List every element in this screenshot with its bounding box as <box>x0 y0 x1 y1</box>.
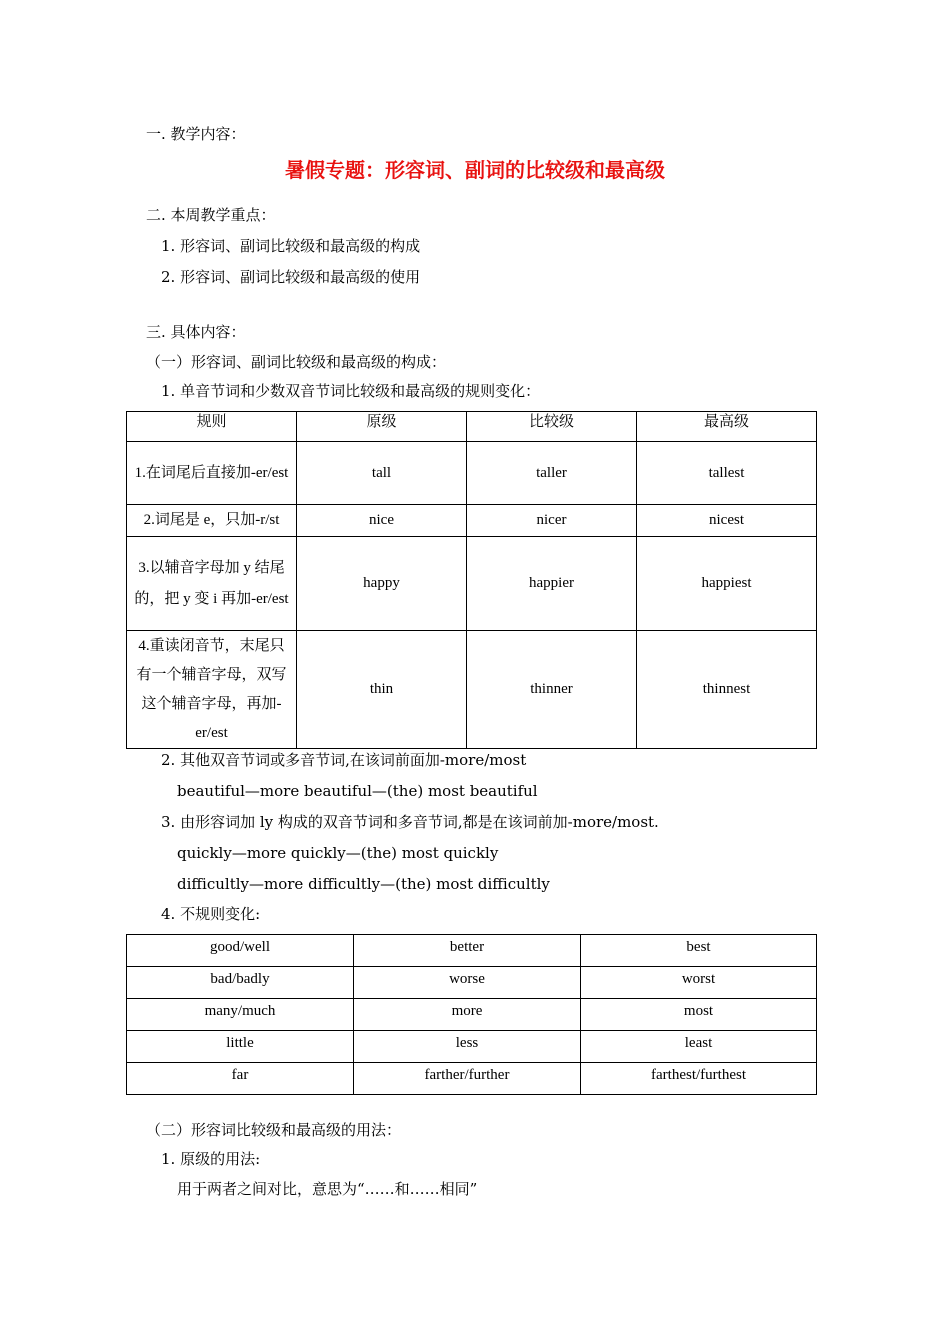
page-title: 暑假专题：形容词、副词的比较级和最高级 <box>285 158 665 182</box>
superlative-cell: tallest <box>637 442 817 505</box>
rule-cell: 3.以辅音字母加 y 结尾的，把 y 变 i 再加-er/est <box>127 537 297 631</box>
superlative-cell: worst <box>581 967 817 999</box>
comparative-cell: worse <box>354 967 581 999</box>
comparative-cell: better <box>354 935 581 967</box>
focus-item: 1. 形容词、副词比较级和最高级的构成 <box>161 237 421 255</box>
superlative-cell: nicest <box>637 505 817 537</box>
section-heading-teaching-content: 一. 教学内容： <box>146 125 246 143</box>
base-cell: happy <box>297 537 467 631</box>
header-cell: 规则 <box>127 412 297 442</box>
superlative-cell: best <box>581 935 817 967</box>
base-cell: many/much <box>127 999 354 1031</box>
rule-3-example: quickly—more quickly—(the) most quickly <box>177 844 499 862</box>
header-cell: 最高级 <box>637 412 817 442</box>
usage-1: 1. 原级的用法: <box>161 1150 261 1168</box>
regular-rules-table <box>126 411 817 749</box>
table-row <box>127 442 817 505</box>
comparative-cell: thinner <box>467 631 637 749</box>
rule-cell: 2.词尾是 e，只加-r/st <box>127 505 297 537</box>
table-row <box>127 537 817 631</box>
part-heading-usage: （二）形容词比较级和最高级的用法： <box>146 1121 402 1139</box>
rule-1-intro: 1. 单音节词和少数双音节词比较级和最高级的规则变化： <box>161 382 541 400</box>
comparative-cell: farther/further <box>354 1063 581 1095</box>
focus-item: 2. 形容词、副词比较级和最高级的使用 <box>161 268 421 286</box>
table-row <box>127 1063 817 1095</box>
comparative-cell: taller <box>467 442 637 505</box>
rule-2-example: beautiful—more beautiful—(the) most beautiful <box>177 782 538 800</box>
rule-2: 2. 其他双音节词或多音节词,在该词前面加-more/most <box>161 751 527 769</box>
base-cell: bad/badly <box>127 967 354 999</box>
comparative-cell: happier <box>467 537 637 631</box>
superlative-cell: happiest <box>637 537 817 631</box>
table-header-row <box>127 412 817 442</box>
usage-1-description: 用于两者之间对比，意思为“……和……相同” <box>177 1180 478 1198</box>
base-cell: nice <box>297 505 467 537</box>
comparative-cell: more <box>354 999 581 1031</box>
table-row <box>127 1031 817 1063</box>
superlative-cell: thinnest <box>637 631 817 749</box>
table-row <box>127 631 817 749</box>
superlative-cell: least <box>581 1031 817 1063</box>
rule-3-example: difficultly—more difficultly—(the) most difficultly <box>177 875 550 893</box>
header-cell: 原级 <box>297 412 467 442</box>
irregular-forms-table <box>126 934 817 1095</box>
header-cell: 比较级 <box>467 412 637 442</box>
superlative-cell: farthest/furthest <box>581 1063 817 1095</box>
rule-cell: 1.在词尾后直接加-er/est <box>127 442 297 505</box>
table-row <box>127 935 817 967</box>
section-heading-details: 三. 具体内容： <box>146 323 246 341</box>
rule-4: 4. 不规则变化: <box>161 905 261 923</box>
base-cell: far <box>127 1063 354 1095</box>
comparative-cell: less <box>354 1031 581 1063</box>
base-cell: thin <box>297 631 467 749</box>
table-row <box>127 999 817 1031</box>
part-heading-formation: （一）形容词、副词比较级和最高级的构成： <box>146 353 447 371</box>
comparative-cell: nicer <box>467 505 637 537</box>
rule-cell: 4.重读闭音节，末尾只有一个辅音字母，双写这个辅音字母，再加-er/est <box>127 631 297 749</box>
rule-3: 3. 由形容词加 ly 构成的双音节词和多音节词,都是在该词前加-more/most. <box>161 813 659 831</box>
base-cell: good/well <box>127 935 354 967</box>
base-cell: tall <box>297 442 467 505</box>
section-heading-key-points: 二. 本周教学重点： <box>146 206 276 224</box>
base-cell: little <box>127 1031 354 1063</box>
superlative-cell: most <box>581 999 817 1031</box>
table-row <box>127 505 817 537</box>
table-row <box>127 967 817 999</box>
